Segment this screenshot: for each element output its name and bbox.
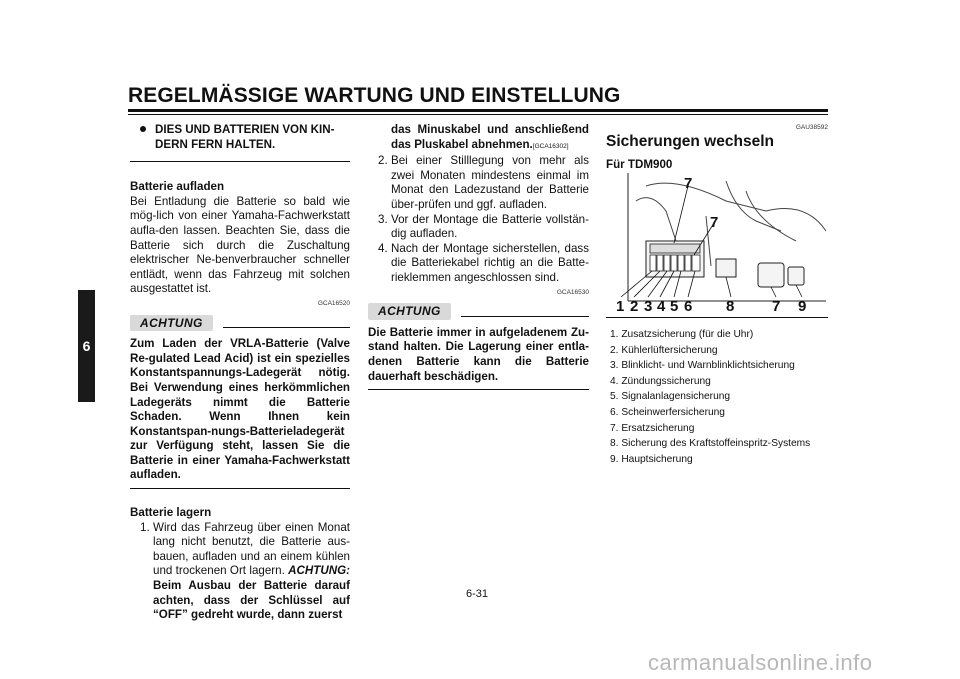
callout-2: 2 xyxy=(630,298,639,315)
achtung-header xyxy=(130,315,350,332)
charge-text: Bei Entladung die Batterie so bald wie mög-lich von einer Yamaha-Fachwerkstatt aufla-den lassen. Beachten Sie, dass die Batterie sich durch die Zuschaltung elektrischer Ne-benverbraucher schneller entlädt, wenn das Fahrzeug mit solchen ausgestattet ist. xyxy=(130,194,350,296)
warning-end-line-2: DERN FERN HALTEN. xyxy=(155,137,276,151)
list-item: 6. Scheinwerfersicherung xyxy=(610,406,725,418)
fuse-box-photo xyxy=(606,171,828,315)
store-heading: Batterie lagern xyxy=(130,506,212,520)
page-title: REGELMÄSSIGE WARTUNG UND EINSTELLUNG xyxy=(128,84,621,107)
list-item: 3. Vor der Montage die Batterie vollstän-dig aufladen. xyxy=(378,212,589,241)
list-item: 4. Zündungssicherung xyxy=(610,375,711,387)
middle-steps xyxy=(368,154,589,285)
store-steps xyxy=(130,521,350,623)
callout-7b: 7 xyxy=(710,214,719,231)
warning-end-line-1: DIES UND BATTERIEN VON KIN- xyxy=(130,123,350,138)
caution-text: Zum Laden der VRLA-Batterie (Valve Re-gulated Lead Acid) ist ein spezielles Konstantspannungs-Ladegerät nötig. Bei Verwendung eines herkömmlichen Ladegeräts nimmt die Batterie Schaden. Wenn Ihnen kein Konstantspan-nungs-Batterieladegerät zur Verfügung steht, lassen Sie die Batterie in einer Yamaha-Fachwerkstatt aufladen. xyxy=(130,337,350,482)
fuse-legend xyxy=(610,327,830,467)
list-item: 8. Sicherung des Kraftstoffeinspritz-Systems xyxy=(610,438,811,450)
step-bold-text: Beim Ausbau der Batterie darauf achten, dass der Schlüssel auf “OFF” gedreht wurde, dann zuerst xyxy=(153,579,350,622)
bullet-icon xyxy=(140,126,146,132)
watermark: carmanualsonline.info xyxy=(648,650,873,675)
warning-rule xyxy=(130,161,350,162)
page-number: 6-31 xyxy=(466,588,489,600)
list-item: 7. Ersatzsicherung xyxy=(610,422,695,434)
list-item: 4. Nach der Montage sicherstellen, dass die Batteriekabel richtig an die Batte-rieklemmen angeschlossen sind. xyxy=(378,241,589,284)
callout-7a: 7 xyxy=(684,175,693,192)
charge-heading: Batterie aufladen xyxy=(130,180,225,194)
title-rule xyxy=(128,109,828,112)
code-gca16530: GCA16530 xyxy=(556,288,589,296)
caution-text: Die Batterie immer in aufgeladenem Zu-stand halten. Die Lagerung einer entla-denen Batterie kann die Batterie dauerhaft beschädigen. xyxy=(368,325,589,383)
achtung-label: ACHTUNG xyxy=(368,303,451,320)
list-item: 5. Signalanlagensicherung xyxy=(610,391,731,403)
section-title: Sicherungen wechseln xyxy=(606,133,774,150)
list-item: 3. Blinklicht- und Warnblinklichtsicherung xyxy=(610,360,795,372)
middle-column xyxy=(368,123,589,390)
list-item: 2. Kühlerlüftersicherung xyxy=(610,344,718,356)
title-rule-thin xyxy=(128,114,828,115)
callout-7c: 7 xyxy=(772,298,781,315)
code-gau38592: GAU38592 xyxy=(795,124,828,131)
photo-rule xyxy=(606,317,828,318)
callout-8: 8 xyxy=(726,298,735,315)
code-gca16520: GCA16520 xyxy=(317,299,350,307)
callout-9: 9 xyxy=(798,298,807,315)
step-achtung: ACHTUNG: xyxy=(288,564,350,578)
callout-1: 1 xyxy=(616,298,625,315)
list-item: 2. Bei einer Stilllegung von mehr als zwei Monaten mindestens einmal im Monat den Ladezustand der Batterie über-prüfen und ggf. aufladen. xyxy=(378,154,589,211)
caution-end-rule xyxy=(368,389,589,390)
list-item: 1. Wird das Fahrzeug über einen Monat lang nicht benutzt, die Batterie aus-bauen, aufladen und an einem kühlen und trockenen Ort lagern. ACHTUNG: Beim Ausbau der Batterie darauf achten, dass der Schlüssel auf “OFF” gedreht wurde, dann zuerst xyxy=(140,520,350,622)
chapter-tab xyxy=(78,290,95,402)
model-label: Für TDM900 xyxy=(606,158,673,171)
step-text: Wird das Fahrzeug über einen Monat lang nicht benutzt, die Batterie aus-bauen, aufladen und an einem kühlen und trockenen Ort lagern. xyxy=(153,520,350,578)
callout-6: 6 xyxy=(684,298,693,315)
chapter-number: 6 xyxy=(82,338,91,354)
achtung-rule xyxy=(461,316,589,317)
callout-5: 5 xyxy=(670,298,679,315)
list-item: 9. Hauptsicherung xyxy=(610,453,693,465)
achtung-header xyxy=(368,303,589,320)
achtung-label: ACHTUNG xyxy=(130,315,213,332)
left-column xyxy=(130,123,350,623)
continued-text: das Minuskabel und anschließend das Pluskabel abnehmen.[GCA16302] xyxy=(391,123,589,151)
callout-4: 4 xyxy=(657,298,666,315)
callout-3: 3 xyxy=(644,298,653,315)
list-item: 1. Zusatzsicherung (für die Uhr) xyxy=(610,329,754,340)
achtung-rule xyxy=(223,327,350,328)
caution-end-rule xyxy=(130,488,350,489)
